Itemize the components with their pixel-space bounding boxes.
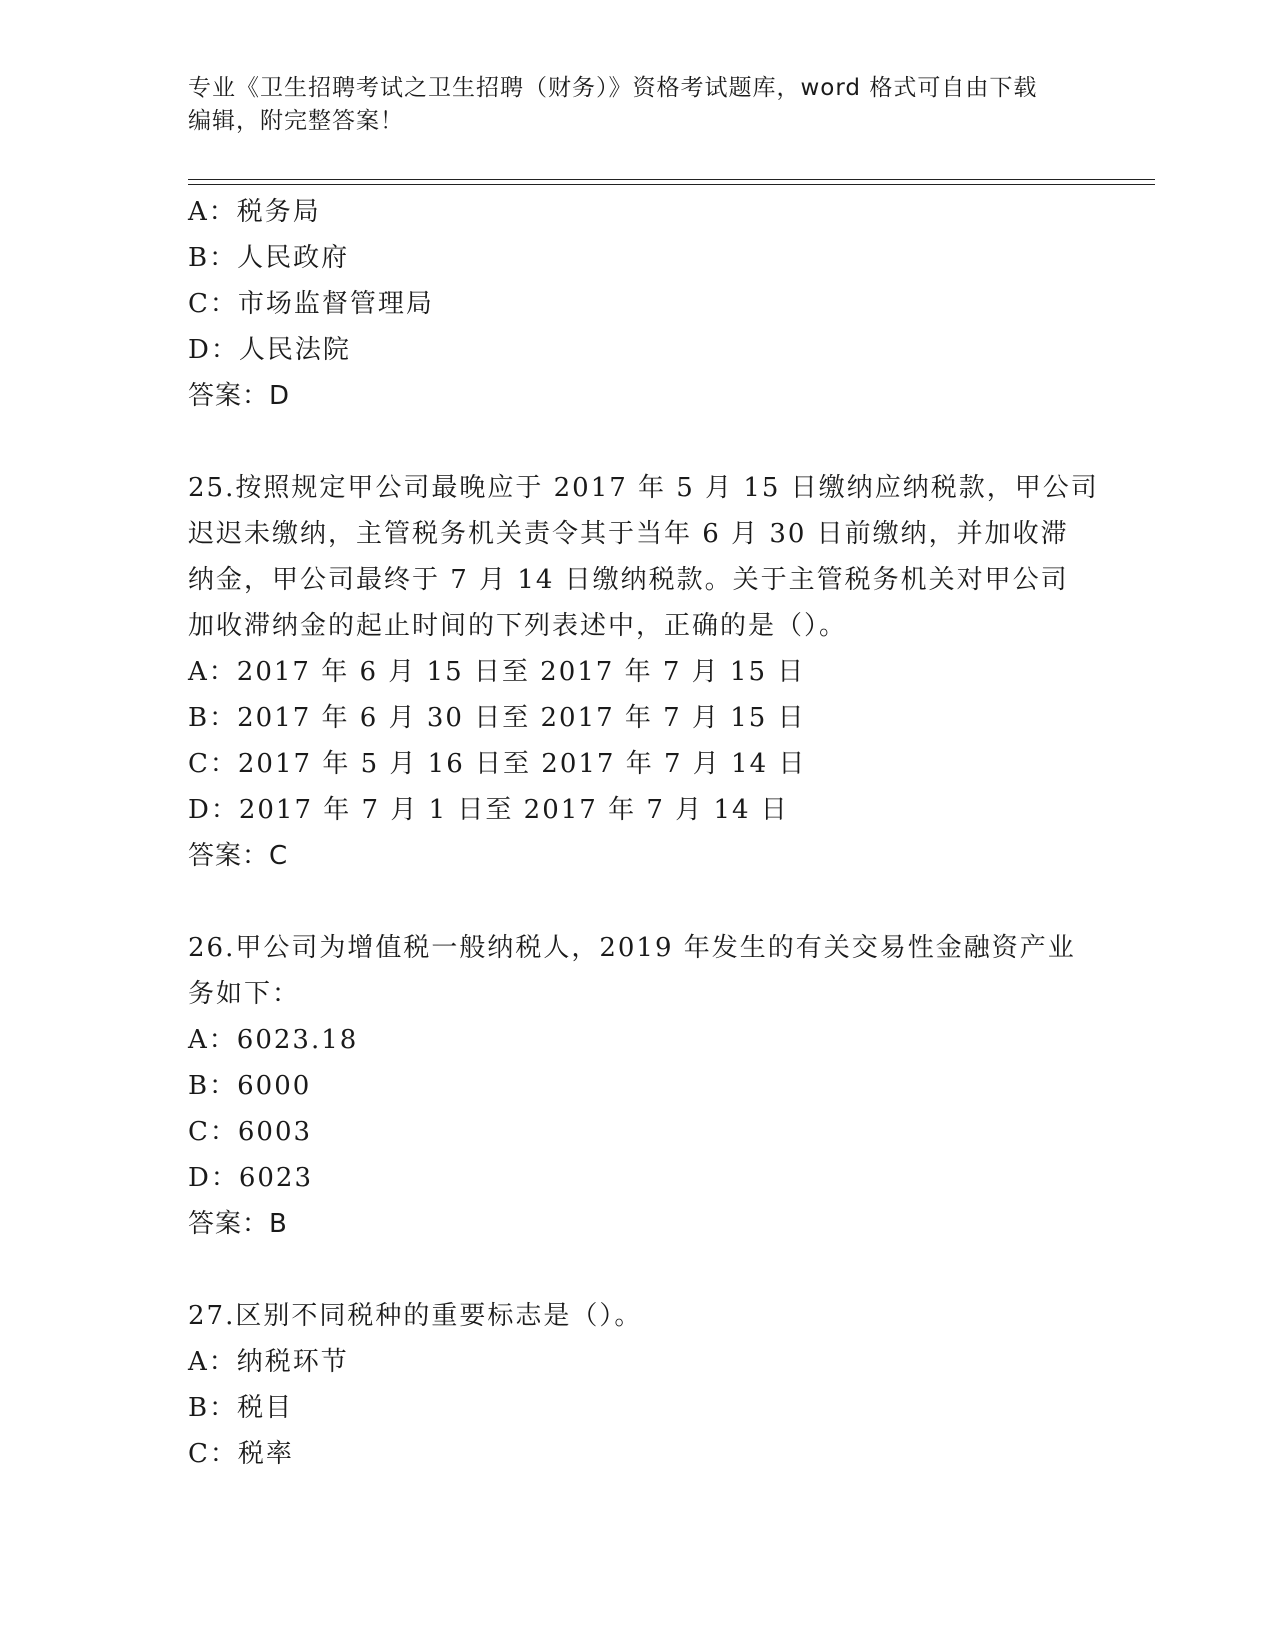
- option-a: A：税务局: [188, 197, 321, 227]
- answer: 答案：D: [188, 381, 291, 411]
- answer: 答案：C: [188, 841, 289, 871]
- option-d: D：人民法院: [188, 335, 351, 365]
- question-text-line: 26.甲公司为增值税一般纳税人，2019 年发生的有关交易性金融资产业: [188, 933, 1076, 963]
- answer: 答案：B: [188, 1209, 288, 1239]
- spacer: [188, 1247, 1088, 1293]
- option-a: A：2017 年 6 月 15 日至 2017 年 7 月 15 日: [188, 657, 806, 687]
- option-c: C：2017 年 5 月 16 日至 2017 年 7 月 14 日: [188, 749, 807, 779]
- question-26: [188, 925, 1088, 1247]
- question-text-line: 纳金，甲公司最终于 7 月 14 日缴纳税款。关于主管税务机关对甲公司: [188, 565, 1069, 595]
- option-b: B：6000: [188, 1071, 312, 1101]
- option-b: B：人民政府: [188, 243, 350, 273]
- option-c: C：市场监督管理局: [188, 289, 434, 319]
- question-24: [188, 189, 1088, 419]
- spacer: [188, 419, 1088, 465]
- option-a: A：6023.18: [188, 1025, 359, 1055]
- option-c: C：税率: [188, 1439, 294, 1469]
- option-b: B：2017 年 6 月 30 日至 2017 年 7 月 15 日: [188, 703, 806, 733]
- question-text-line: 27.区别不同税种的重要标志是（）。: [188, 1301, 643, 1331]
- option-d: D：2017 年 7 月 1 日至 2017 年 7 月 14 日: [188, 795, 789, 825]
- header-divider-top: [188, 179, 1155, 180]
- option-b: B：税目: [188, 1393, 294, 1423]
- question-text-line: 25.按照规定甲公司最晚应于 2017 年 5 月 15 日缴纳应纳税款，甲公司: [188, 473, 1099, 503]
- header-line-2: 编辑，附完整答案！: [188, 108, 404, 134]
- spacer: [188, 879, 1088, 925]
- header-divider-bottom: [188, 184, 1155, 185]
- question-27: [188, 1293, 1088, 1477]
- header-line-1: 专业《卫生招聘考试之卫生招聘（财务）》资格考试题库，word 格式可自由下载: [188, 75, 1038, 101]
- question-text-line: 务如下：: [188, 979, 301, 1009]
- question-list: [188, 189, 1099, 1477]
- option-d: D：6023: [188, 1163, 314, 1193]
- question-25: [188, 465, 1099, 879]
- option-c: C：6003: [188, 1117, 313, 1147]
- document-header: [188, 72, 1088, 138]
- question-text-line: 加收滞纳金的起止时间的下列表述中，正确的是（）。: [188, 611, 848, 641]
- option-a: A：纳税环节: [188, 1347, 349, 1377]
- question-text-line: 迟迟未缴纳，主管税务机关责令其于当年 6 月 30 日前缴纳，并加收滞: [188, 519, 1069, 549]
